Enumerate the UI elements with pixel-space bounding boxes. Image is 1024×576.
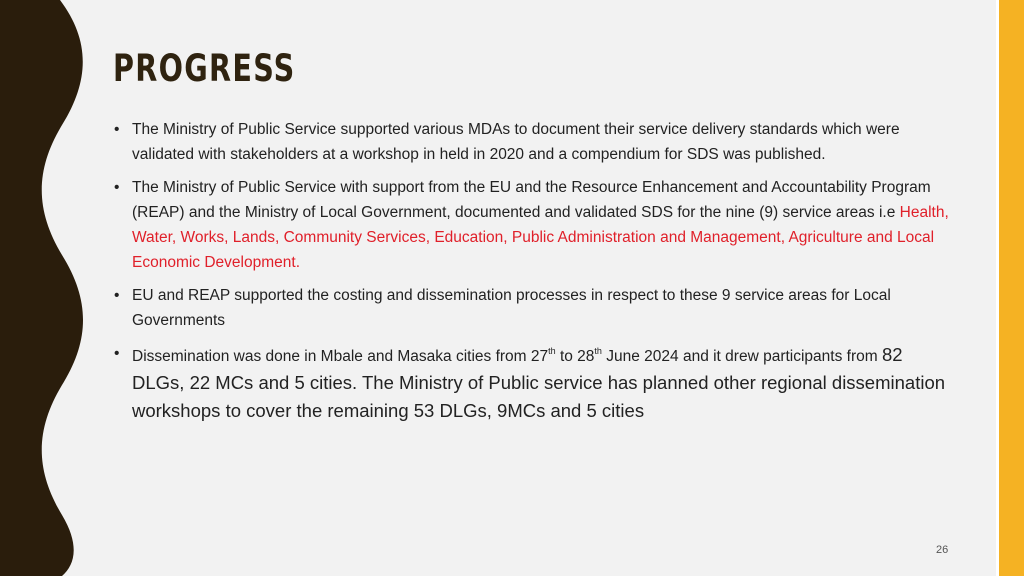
large-text-part: 82 DLGs, 22 MCs and 5 cities. The Ministry of Public service has planned other regional dissemination workshops to cover the remaining 53 DLGs, 9MCs and 5 cities (132, 344, 946, 421)
slide-title: PROGRESS (113, 47, 296, 90)
bullet-dot-icon: • (114, 345, 120, 362)
bullet-item-3 (113, 283, 953, 333)
ordinal-superscript: th (594, 346, 602, 356)
service-areas-highlight: Health, Water, Works, Lands, Community Services, Education, Public Administration and Management, Agriculture and Local Economic Development. (132, 204, 949, 271)
bullet-text: The Ministry of Public Service with support from the EU and the Resource Enhancement and Accountability Program (REAP) and the Ministry of Local Government, documented and validated SDS for the nine (9) service areas i.e (132, 179, 931, 221)
page-number: 26 (936, 544, 949, 556)
bullet-text-part: Dissemination was done in Mbale and Masaka cities from 27 (132, 348, 549, 365)
bullet-item-1 (113, 117, 953, 167)
bullet-text-part: to 28 (555, 348, 595, 365)
bullet-dot-icon: • (114, 121, 120, 138)
bullet-text-part: June 2024 and it drew participants from (601, 348, 882, 365)
wavy-left-border (0, 0, 95, 576)
bullet-dot-icon: • (114, 179, 120, 196)
ordinal-superscript: th (548, 346, 556, 356)
bullet-list (113, 117, 953, 433)
bullet-text: The Ministry of Public Service supported various MDAs to document their service delivery standards which were validated with stakeholders at a workshop in held in 2020 and a compendium for SDS was published. (132, 121, 900, 163)
bullet-dot-icon: • (114, 287, 120, 304)
bullet-item-2 (113, 175, 953, 275)
bullet-text: EU and REAP supported the costing and dissemination processes in respect to these 9 service areas for Local Governments (132, 287, 891, 329)
right-gold-stripe (999, 0, 1024, 576)
bullet-item-4 (113, 341, 953, 425)
